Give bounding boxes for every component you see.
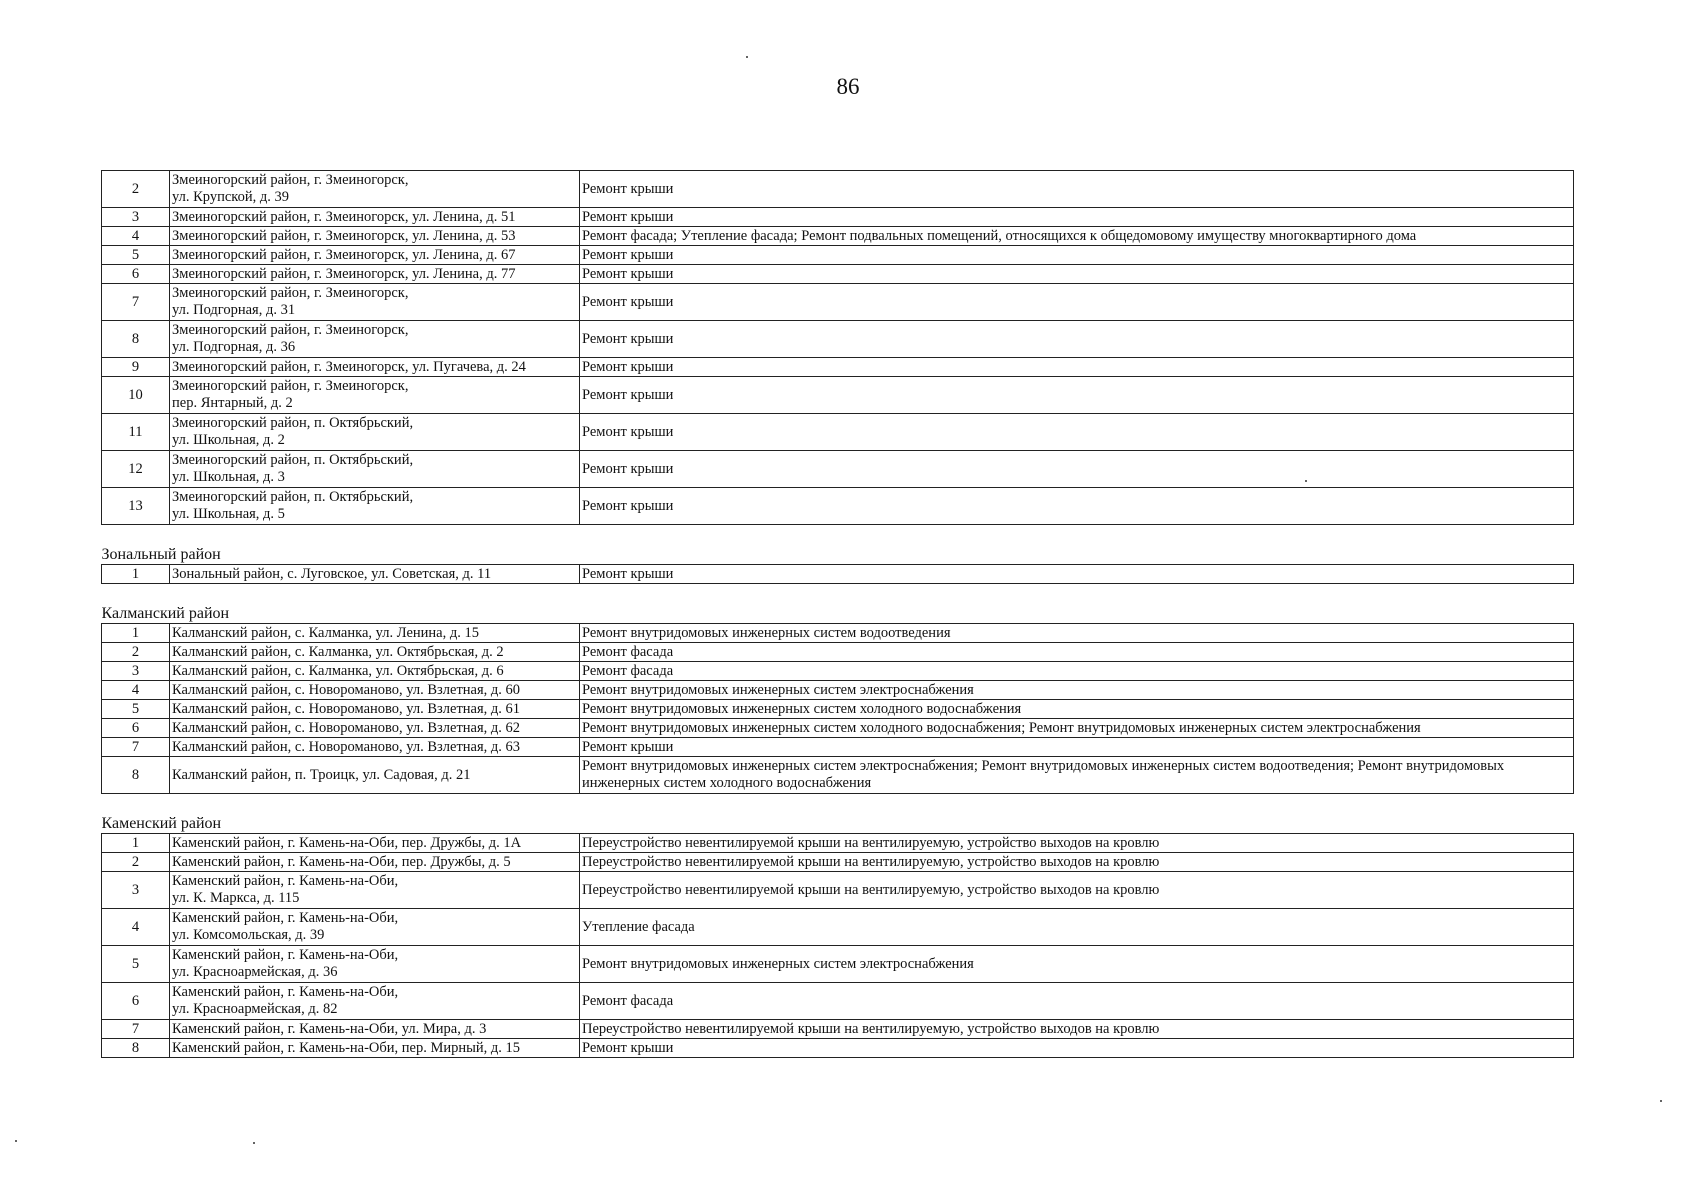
row-number: 1 (102, 834, 170, 853)
row-number: 5 (102, 246, 170, 265)
address-line: пер. Янтарный, д. 2 (172, 395, 293, 411)
work-type-cell: Ремонт фасада (580, 983, 1574, 1020)
table-row (102, 565, 1574, 584)
row-number: 5 (102, 946, 170, 983)
address-cell (170, 681, 580, 700)
work-type-cell: Ремонт крыши (580, 414, 1574, 451)
table-row (102, 909, 1574, 946)
row-number: 8 (102, 757, 170, 794)
table-row (102, 377, 1574, 414)
address-cell (170, 265, 580, 284)
work-type-cell: Ремонт крыши (580, 377, 1574, 414)
address-cell (170, 414, 580, 451)
scan-speck (15, 1140, 17, 1142)
scan-speck (253, 1142, 255, 1144)
table-row (102, 643, 1574, 662)
table-row (102, 358, 1574, 377)
row-number: 3 (102, 662, 170, 681)
work-type-cell: Ремонт крыши (580, 171, 1574, 208)
address-cell (170, 719, 580, 738)
table-row (102, 946, 1574, 983)
district-header-row (102, 794, 1574, 834)
work-type-cell: Переустройство невентилируемой крыши на вентилируемую, устройство выходов на кровлю (580, 834, 1574, 853)
address-line: Каменский район, г. Камень-на-Оби, пер. Мирный, д. 15 (172, 1039, 521, 1056)
work-type-cell: Ремонт крыши (580, 565, 1574, 584)
address-line: Змеиногорский район, г. Змеиногорск, ул. Ленина, д. 53 (172, 227, 516, 244)
address-line: Змеиногорский район, г. Змеиногорск, (172, 172, 409, 188)
address-cell (170, 834, 580, 853)
address-line: Змеиногорский район, г. Змеиногорск, ул. Ленина, д. 51 (172, 208, 516, 225)
address-line: Калманский район, с. Новороманово, ул. Взлетная, д. 62 (172, 719, 521, 736)
address-line: Каменский район, г. Камень-на-Оби, пер. Дружбы, д. 5 (172, 853, 511, 870)
page-number: 86 (836, 74, 860, 99)
row-number: 10 (102, 377, 170, 414)
row-number: 2 (102, 643, 170, 662)
work-type-cell: Ремонт крыши (580, 321, 1574, 358)
address-cell (170, 488, 580, 525)
table-row (102, 227, 1574, 246)
table-row (102, 872, 1574, 909)
work-type-cell: Переустройство невентилируемой крыши на вентилируемую, устройство выходов на кровлю (580, 872, 1574, 909)
address-line: Змеиногорский район, г. Змеиногорск, (172, 285, 409, 301)
table-row (102, 681, 1574, 700)
work-type-cell: Ремонт фасада (580, 643, 1574, 662)
row-number: 1 (102, 565, 170, 584)
table-row (102, 983, 1574, 1020)
address-cell (170, 624, 580, 643)
row-number: 4 (102, 681, 170, 700)
work-type-cell: Ремонт внутридомовых инженерных систем водоотведения (580, 624, 1574, 643)
work-type-cell: Ремонт внутридомовых инженерных систем электроснабжения; Ремонт внутридомовых инженерных систем водоотведения; Ремонт внутридомовых инженерных систем холодного водоснабжения (580, 757, 1574, 794)
address-line: Калманский район, с. Калманка, ул. Октябрьская, д. 6 (172, 662, 504, 679)
address-cell (170, 208, 580, 227)
row-number: 4 (102, 909, 170, 946)
address-cell (170, 227, 580, 246)
district-header-row (102, 584, 1574, 624)
address-line: Змеиногорский район, г. Змеиногорск, ул. Ленина, д. 67 (172, 246, 516, 263)
district-title: Зональный район (102, 525, 1574, 565)
row-number: 7 (102, 284, 170, 321)
address-cell (170, 662, 580, 681)
address-cell (170, 451, 580, 488)
table-row (102, 834, 1574, 853)
work-type-cell: Ремонт фасада (580, 662, 1574, 681)
address-line: Змеиногорский район, г. Змеиногорск, ул. Пугачева, д. 24 (172, 358, 526, 375)
address-line: Змеиногорский район, п. Октябрьский, (172, 415, 414, 431)
row-number: 7 (102, 1020, 170, 1039)
address-line: Калманский район, с. Калманка, ул. Октябрьская, д. 2 (172, 643, 504, 660)
repair-works-table (101, 170, 1574, 1058)
table-row (102, 284, 1574, 321)
row-number: 5 (102, 700, 170, 719)
row-number: 9 (102, 358, 170, 377)
row-number: 6 (102, 719, 170, 738)
address-line: ул. Комсомольская, д. 39 (172, 927, 325, 943)
address-line: Змеиногорский район, п. Октябрьский, (172, 489, 414, 505)
work-type-cell: Переустройство невентилируемой крыши на вентилируемую, устройство выходов на кровлю (580, 1020, 1574, 1039)
table-row (102, 853, 1574, 872)
address-line: Калманский район, с. Новороманово, ул. Взлетная, д. 63 (172, 738, 521, 755)
row-number: 12 (102, 451, 170, 488)
work-type-cell: Ремонт фасада; Утепление фасада; Ремонт подвальных помещений, относящихся к общедомовому имуществу многоквартирного дома (580, 227, 1574, 246)
row-number: 2 (102, 853, 170, 872)
address-cell (170, 946, 580, 983)
address-line: Зональный район, с. Луговское, ул. Советская, д. 11 (172, 565, 492, 582)
address-line: Калманский район, с. Калманка, ул. Ленина, д. 15 (172, 624, 479, 641)
table-row (102, 1039, 1574, 1058)
work-type-cell: Ремонт крыши (580, 451, 1574, 488)
address-cell (170, 171, 580, 208)
work-type-cell: Ремонт внутридомовых инженерных систем холодного водоснабжения (580, 700, 1574, 719)
address-line: ул. Школьная, д. 2 (172, 432, 285, 448)
row-number: 3 (102, 208, 170, 227)
row-number: 3 (102, 872, 170, 909)
address-cell (170, 321, 580, 358)
table-row (102, 624, 1574, 643)
address-line: Змеиногорский район, г. Змеиногорск, (172, 322, 409, 338)
address-line: Змеиногорский район, п. Октябрьский, (172, 452, 414, 468)
address-cell (170, 983, 580, 1020)
row-number: 2 (102, 171, 170, 208)
address-line: ул. Школьная, д. 5 (172, 506, 285, 522)
row-number: 1 (102, 624, 170, 643)
address-line: Калманский район, с. Новороманово, ул. Взлетная, д. 61 (172, 700, 521, 717)
address-cell (170, 643, 580, 662)
address-cell (170, 1020, 580, 1039)
address-line: Каменский район, г. Камень-на-Оби, (172, 984, 399, 1000)
address-line: Каменский район, г. Камень-на-Оби, (172, 947, 399, 963)
table-row (102, 719, 1574, 738)
table-row (102, 662, 1574, 681)
address-line: Змеиногорский район, г. Змеиногорск, ул. Ленина, д. 77 (172, 265, 516, 282)
table-row (102, 171, 1574, 208)
work-type-cell: Ремонт крыши (580, 488, 1574, 525)
district-title: Калманский район (102, 584, 1574, 624)
table-row (102, 414, 1574, 451)
work-type-cell: Ремонт крыши (580, 284, 1574, 321)
address-cell (170, 853, 580, 872)
address-line: Калманский район, с. Новороманово, ул. Взлетная, д. 60 (172, 681, 521, 698)
work-type-cell: Ремонт крыши (580, 358, 1574, 377)
address-line: ул. Красноармейская, д. 82 (172, 1001, 338, 1017)
address-cell (170, 700, 580, 719)
row-number: 6 (102, 983, 170, 1020)
address-cell (170, 284, 580, 321)
address-line: ул. Подгорная, д. 36 (172, 339, 296, 355)
table-body (102, 171, 1574, 1058)
work-type-cell: Ремонт внутридомовых инженерных систем электроснабжения (580, 946, 1574, 983)
work-type-cell: Ремонт крыши (580, 1039, 1574, 1058)
district-title: Каменский район (102, 794, 1574, 834)
address-line: ул. К. Маркса, д. 115 (172, 890, 300, 906)
table-row (102, 451, 1574, 488)
address-line: Каменский район, г. Камень-на-Оби, (172, 910, 399, 926)
address-line: Калманский район, п. Троицк, ул. Садовая, д. 21 (172, 766, 471, 783)
address-line: Каменский район, г. Камень-на-Оби, ул. Мира, д. 3 (172, 1020, 487, 1037)
row-number: 13 (102, 488, 170, 525)
address-line: Каменский район, г. Камень-на-Оби, пер. Дружбы, д. 1А (172, 834, 522, 851)
row-number: 4 (102, 227, 170, 246)
address-cell (170, 738, 580, 757)
address-cell (170, 246, 580, 265)
table-row (102, 738, 1574, 757)
work-type-cell: Утепление фасада (580, 909, 1574, 946)
address-cell (170, 1039, 580, 1058)
scan-speck (746, 56, 748, 58)
address-line: ул. Школьная, д. 3 (172, 469, 285, 485)
work-type-cell: Ремонт внутридомовых инженерных систем электроснабжения (580, 681, 1574, 700)
row-number: 11 (102, 414, 170, 451)
address-cell (170, 358, 580, 377)
table-row (102, 700, 1574, 719)
row-number: 8 (102, 1039, 170, 1058)
work-type-cell: Ремонт крыши (580, 738, 1574, 757)
address-line: Каменский район, г. Камень-на-Оби, (172, 873, 399, 889)
work-type-cell: Ремонт крыши (580, 208, 1574, 227)
table-row (102, 265, 1574, 284)
table-row (102, 208, 1574, 227)
address-cell (170, 565, 580, 584)
address-line: ул. Крупской, д. 39 (172, 189, 289, 205)
work-type-cell: Ремонт внутридомовых инженерных систем холодного водоснабжения; Ремонт внутридомовых инженерных систем электроснабжения (580, 719, 1574, 738)
address-line: ул. Подгорная, д. 31 (172, 302, 296, 318)
row-number: 8 (102, 321, 170, 358)
table-row (102, 321, 1574, 358)
work-type-cell: Ремонт крыши (580, 246, 1574, 265)
address-cell (170, 909, 580, 946)
address-line: ул. Красноармейская, д. 36 (172, 964, 338, 980)
row-number: 7 (102, 738, 170, 757)
work-type-cell: Переустройство невентилируемой крыши на вентилируемую, устройство выходов на кровлю (580, 853, 1574, 872)
table-row (102, 757, 1574, 794)
address-cell (170, 757, 580, 794)
table-row (102, 488, 1574, 525)
work-type-cell: Ремонт крыши (580, 265, 1574, 284)
address-line: Змеиногорский район, г. Змеиногорск, (172, 378, 409, 394)
address-cell (170, 377, 580, 414)
table-row (102, 1020, 1574, 1039)
scan-speck (1660, 1100, 1662, 1102)
district-header-row (102, 525, 1574, 565)
row-number: 6 (102, 265, 170, 284)
table-row (102, 246, 1574, 265)
address-cell (170, 872, 580, 909)
